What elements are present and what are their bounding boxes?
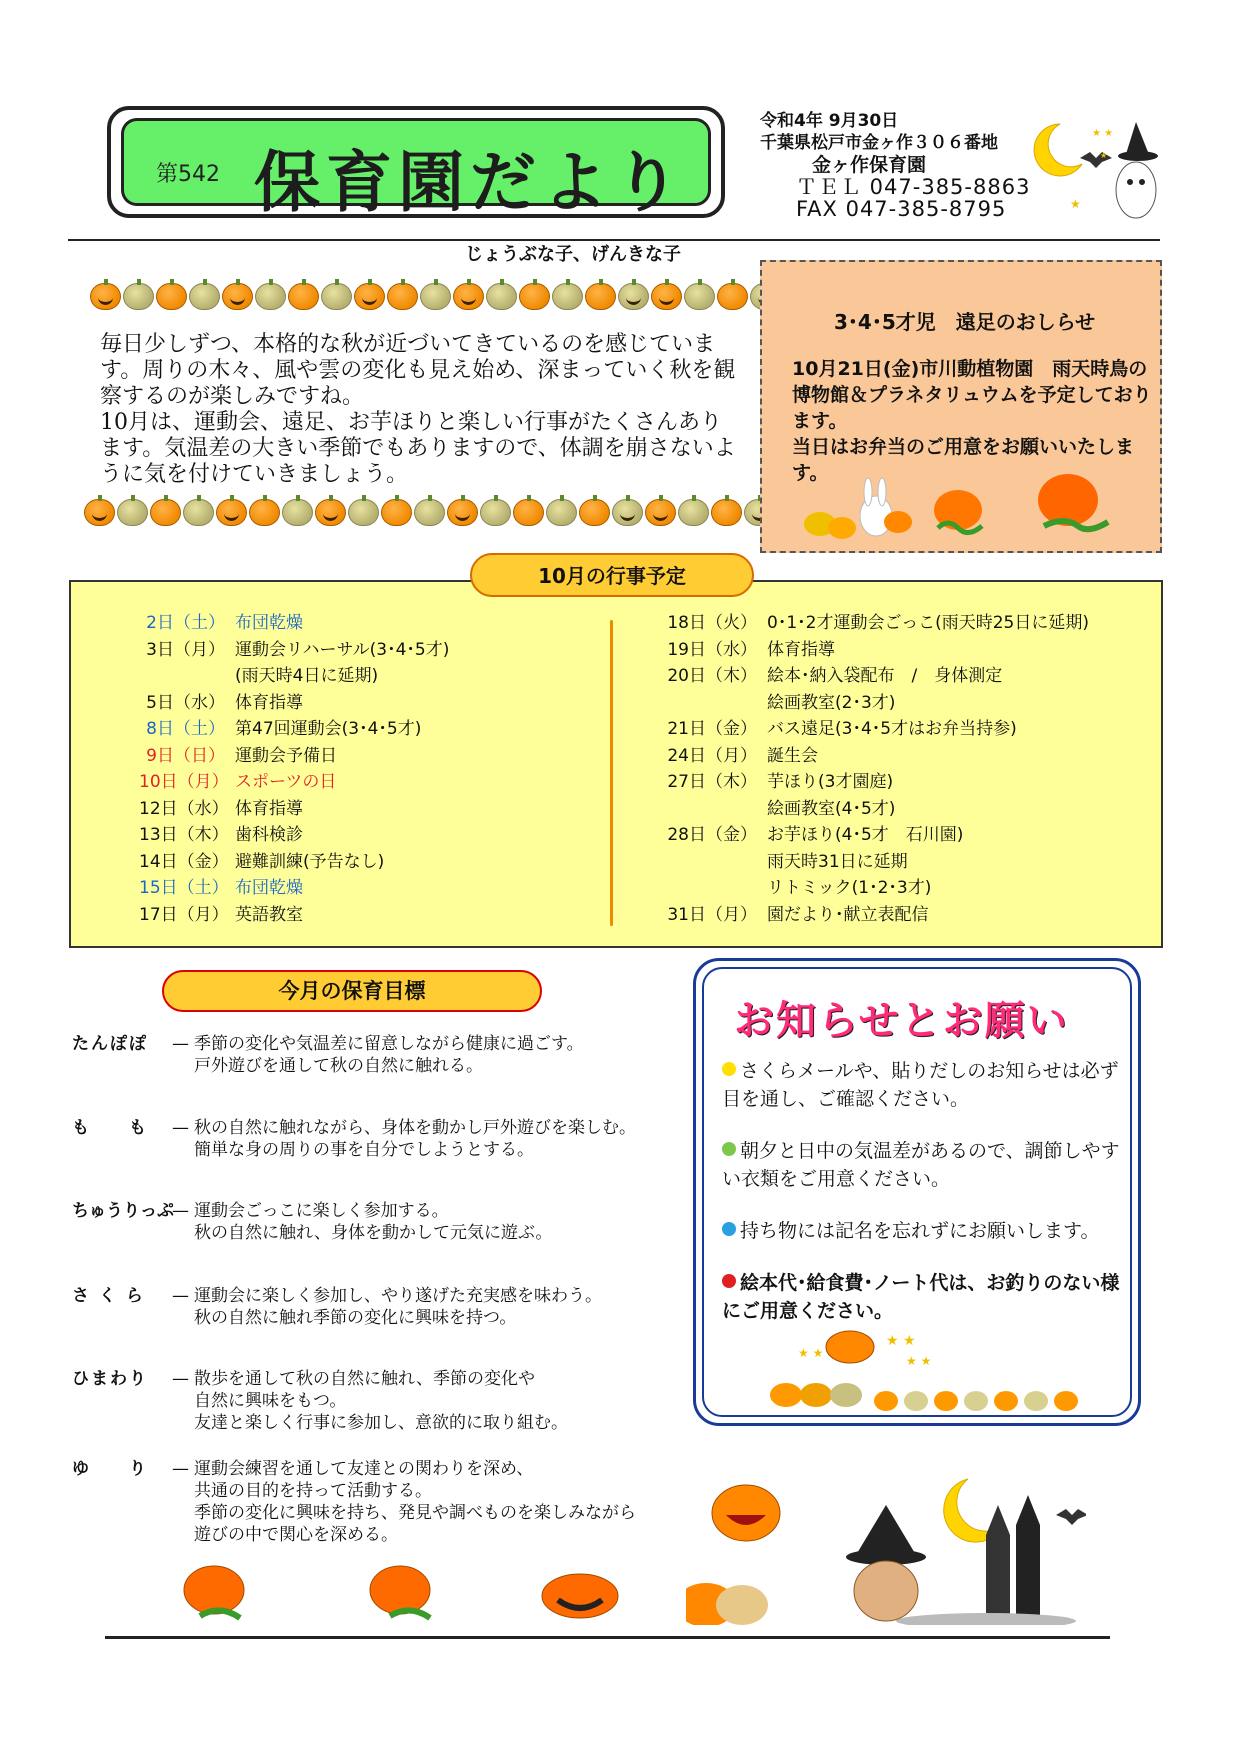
fax: FAX 047-385-8795 [796, 197, 1007, 221]
notice-item: 持ち物には記名を忘れずにお願いします。 [722, 1217, 1128, 1245]
pumpkin-border-top [90, 283, 814, 310]
notice-item: 朝夕と日中の気温差があるので、調節しやすい衣類をご用意ください。 [722, 1140, 1120, 1190]
goal-line: 運動会練習を通して友達との関わりを深め、 [194, 1459, 534, 1479]
events-label: 10月の行事予定 [470, 553, 754, 597]
event-row: 8日（土） 第47回運動会(3･4･5才) [146, 719, 422, 739]
event-row: 3日（月） 運動会リハーサル(3･4･5才) [146, 639, 450, 660]
goal-line: 散歩を通して秋の自然に触れ、季節の変化や [194, 1369, 536, 1389]
svg-text:★ ★: ★ ★ [1092, 128, 1114, 139]
goal-class-name: も も [72, 1118, 148, 1138]
event-row: 31日（月） 園だより･献立表配信 [667, 904, 929, 925]
excursion-line-1: 10月21日(金)市川動植物園 雨天時鳥の博物館＆プラネタリュウムを予定しております。 [792, 358, 1152, 432]
notice-list [722, 1057, 1128, 1349]
goal-line: 秋の自然に触れ季節の変化に興味を持つ。 [194, 1308, 517, 1328]
title-banner [107, 106, 725, 221]
event-row: 10日（月） スポーツの日 [139, 772, 337, 792]
excursion-notice [760, 260, 1162, 553]
pumpkin-stars-illustration [756, 1325, 1096, 1415]
svg-text:★: ★ [1070, 197, 1081, 211]
goal-class-name: ひまわり [72, 1369, 148, 1389]
event-row: 17日（月） 英語教室 [139, 904, 303, 925]
issue-date: 令和4年 9月30日 [760, 111, 899, 131]
event-row: 15日（土） 布団乾燥 [139, 878, 303, 898]
event-row: 20日（木） 絵本･納入袋配布 / 身体測定 [667, 666, 1003, 686]
event-row: 絵画教室(2･3才) [767, 692, 896, 713]
excursion-line-2: 当日はお弁当のご用意をお願いいたします。 [792, 436, 1135, 484]
notice-item: 絵本代･給食費･ノート代は、お釣りのない様にご用意ください。 [722, 1272, 1120, 1322]
bullet-dot-icon [722, 1222, 736, 1236]
event-row: 13日（木） 歯科検診 [139, 825, 303, 845]
event-row: 9日（日） 運動会予備日 [146, 745, 337, 766]
pumpkin-border-bottom [84, 499, 808, 526]
header-info [760, 110, 1030, 220]
goal-himawari: ひまわり — 散歩を通して秋の自然に触れ、季節の変化や 自然に興味をもつ。 友達と楽しく行事に参加し、意欲的に取り組む。 [72, 1369, 568, 1433]
svg-text:★ ★: ★ ★ [886, 1333, 916, 1349]
event-row: 5日（水） 体育指導 [146, 692, 303, 713]
motto: じょうぶな子、げんきな子 [465, 244, 681, 265]
events-divider [610, 620, 613, 926]
bullet-dot-icon [722, 1062, 736, 1076]
event-row: 28日（金） お芋ほり(4･5才 石川園) [667, 825, 964, 845]
witch-moon-illustration [1030, 118, 1170, 228]
notice-box [693, 958, 1141, 1426]
goal-line: 共通の目的を持って活動する。 [194, 1481, 432, 1501]
goal-line: 秋の自然に触れ、身体を動かして元気に遊ぶ。 [194, 1223, 553, 1243]
goal-sakura: さ く ら — 運動会に楽しく参加し、やり遂げた充実感を味わう。 秋の自然に触れ季節の変化に興味を持つ。 [72, 1286, 602, 1328]
greeting-paragraph-2: 10月は、運動会、遠足、お芋ほりと楽しい行事がたくさんあります。気温差の大きい季節でもありますので、体調を崩さないように気を付けていきましょう。 [100, 410, 736, 487]
goal-class-name: ゆ り [72, 1459, 148, 1479]
event-row: 24日（月） 誕生会 [667, 745, 818, 766]
goal-class-name: ちゅうりっぷ [72, 1201, 174, 1221]
event-row: 19日（水） 体育指導 [667, 639, 835, 660]
greeting-text [100, 332, 740, 488]
org-name: 金ヶ作保育園 [812, 154, 927, 176]
goal-line: 秋の自然に触れながら、身体を動かし戸外遊びを楽しむ。 [194, 1118, 636, 1138]
notice-item: さくらメールや、貼りだしのお知らせは必ず目を通し、ご確認ください。 [722, 1060, 1119, 1110]
event-row: 絵画教室(4･5才) [767, 798, 896, 819]
event-row: 雨天時31日に延期 [767, 851, 908, 872]
event-row: 14日（金） 避難訓練(予告なし) [139, 851, 385, 872]
svg-text:★: ★ [1100, 151, 1108, 160]
bullet-dot-icon [722, 1142, 736, 1156]
bullet-dot-icon [722, 1274, 736, 1288]
goal-class-name: たんぽぽ [72, 1034, 148, 1054]
halloween-scene-illustration [686, 1465, 1086, 1625]
event-row: 12日（水） 体育指導 [139, 798, 303, 819]
notice-title: お知らせとお願い [734, 998, 1069, 1044]
event-row: (雨天時4日に延期) [235, 666, 379, 686]
goal-tulip: ちゅうりっぷ — 運動会ごっこに楽しく参加する。 秋の自然に触れ、身体を動かして元気に遊ぶ。 [72, 1201, 553, 1243]
greeting-paragraph-1: 毎日少しずつ、本格的な秋が近づいてきているのを感じています。周りの木々、風や雲の変化も見え始め、深まっていく秋を観察するのが楽しみですね。 [100, 332, 736, 409]
events-section [69, 580, 1163, 948]
tel: ＴＥＬ 047-385-8863 [796, 175, 1031, 199]
goal-line: 季節の変化や気温差に留意しながら健康に過ごす。 [194, 1034, 584, 1054]
event-row: 2日（土） 布団乾燥 [146, 613, 303, 633]
goal-line: 戸外遊びを通して秋の自然に触れる。 [194, 1056, 483, 1076]
goal-momo: も も — 秋の自然に触れながら、身体を動かし戸外遊びを楽しむ。 簡単な身の周りの事を自分でしようとする。 [72, 1118, 636, 1160]
crescent-moon-icon [1030, 118, 1170, 228]
events-right-column [653, 610, 1089, 928]
footer-rule [105, 1636, 1110, 1639]
pumpkin-patch-illustration [170, 1560, 730, 1630]
svg-text:★ ★: ★ ★ [906, 1354, 932, 1368]
goal-line: 自然に興味をもつ。 [194, 1391, 347, 1411]
goal-yuri: ゆ り — 運動会練習を通して友達との関わりを深め、 共通の目的を持って活動する。 季節の変化に興味を持ち、発見や調べものを楽しみながら 遊びの中で関心を深める。 [72, 1459, 636, 1545]
goal-tanpopo: たんぽぽ — 季節の変化や気温差に留意しながら健康に過ごす。 戸外遊びを通して秋の自然に触れる。 [72, 1034, 584, 1076]
event-row: 27日（木） 芋ほり(3才園庭) [667, 772, 894, 792]
issue-number: 第542 [156, 162, 220, 187]
goal-line: 遊びの中で関心を深める。 [194, 1525, 398, 1545]
svg-text:★ ★: ★ ★ [798, 1346, 824, 1360]
goal-line: 簡単な身の周りの事を自分でしようとする。 [194, 1140, 534, 1160]
events-left-column [139, 610, 449, 928]
goal-line: 季節の変化に興味を持ち、発見や調べものを楽しみながら [194, 1503, 636, 1523]
excursion-title: 3･4･5才児 遠足のおしらせ [834, 310, 1096, 334]
goal-class-name: さ く ら [72, 1286, 145, 1306]
event-row: 21日（金） バス遠足(3･4･5才はお弁当持参) [667, 719, 1017, 739]
goals-label: 今月の保育目標 [162, 970, 542, 1012]
excursion-body [792, 356, 1162, 486]
goal-line: 友達と楽しく行事に参加し、意欲的に取り組む。 [194, 1413, 568, 1433]
goal-line: 運動会ごっこに楽しく参加する。 [194, 1201, 449, 1221]
pumpkin-rabbit-illustration [798, 472, 1158, 542]
goal-line: 運動会に楽しく参加し、やり遂げた充実感を味わう。 [194, 1286, 602, 1306]
newsletter-title: 保育園だより [254, 144, 686, 221]
event-row: 18日（火） 0･1･2才運動会ごっこ(雨天時25日に延期) [667, 613, 1090, 633]
event-row: リトミック(1･2･3才) [767, 878, 932, 898]
address: 千葉県松戸市金ヶ作３０６番地 [760, 133, 998, 153]
